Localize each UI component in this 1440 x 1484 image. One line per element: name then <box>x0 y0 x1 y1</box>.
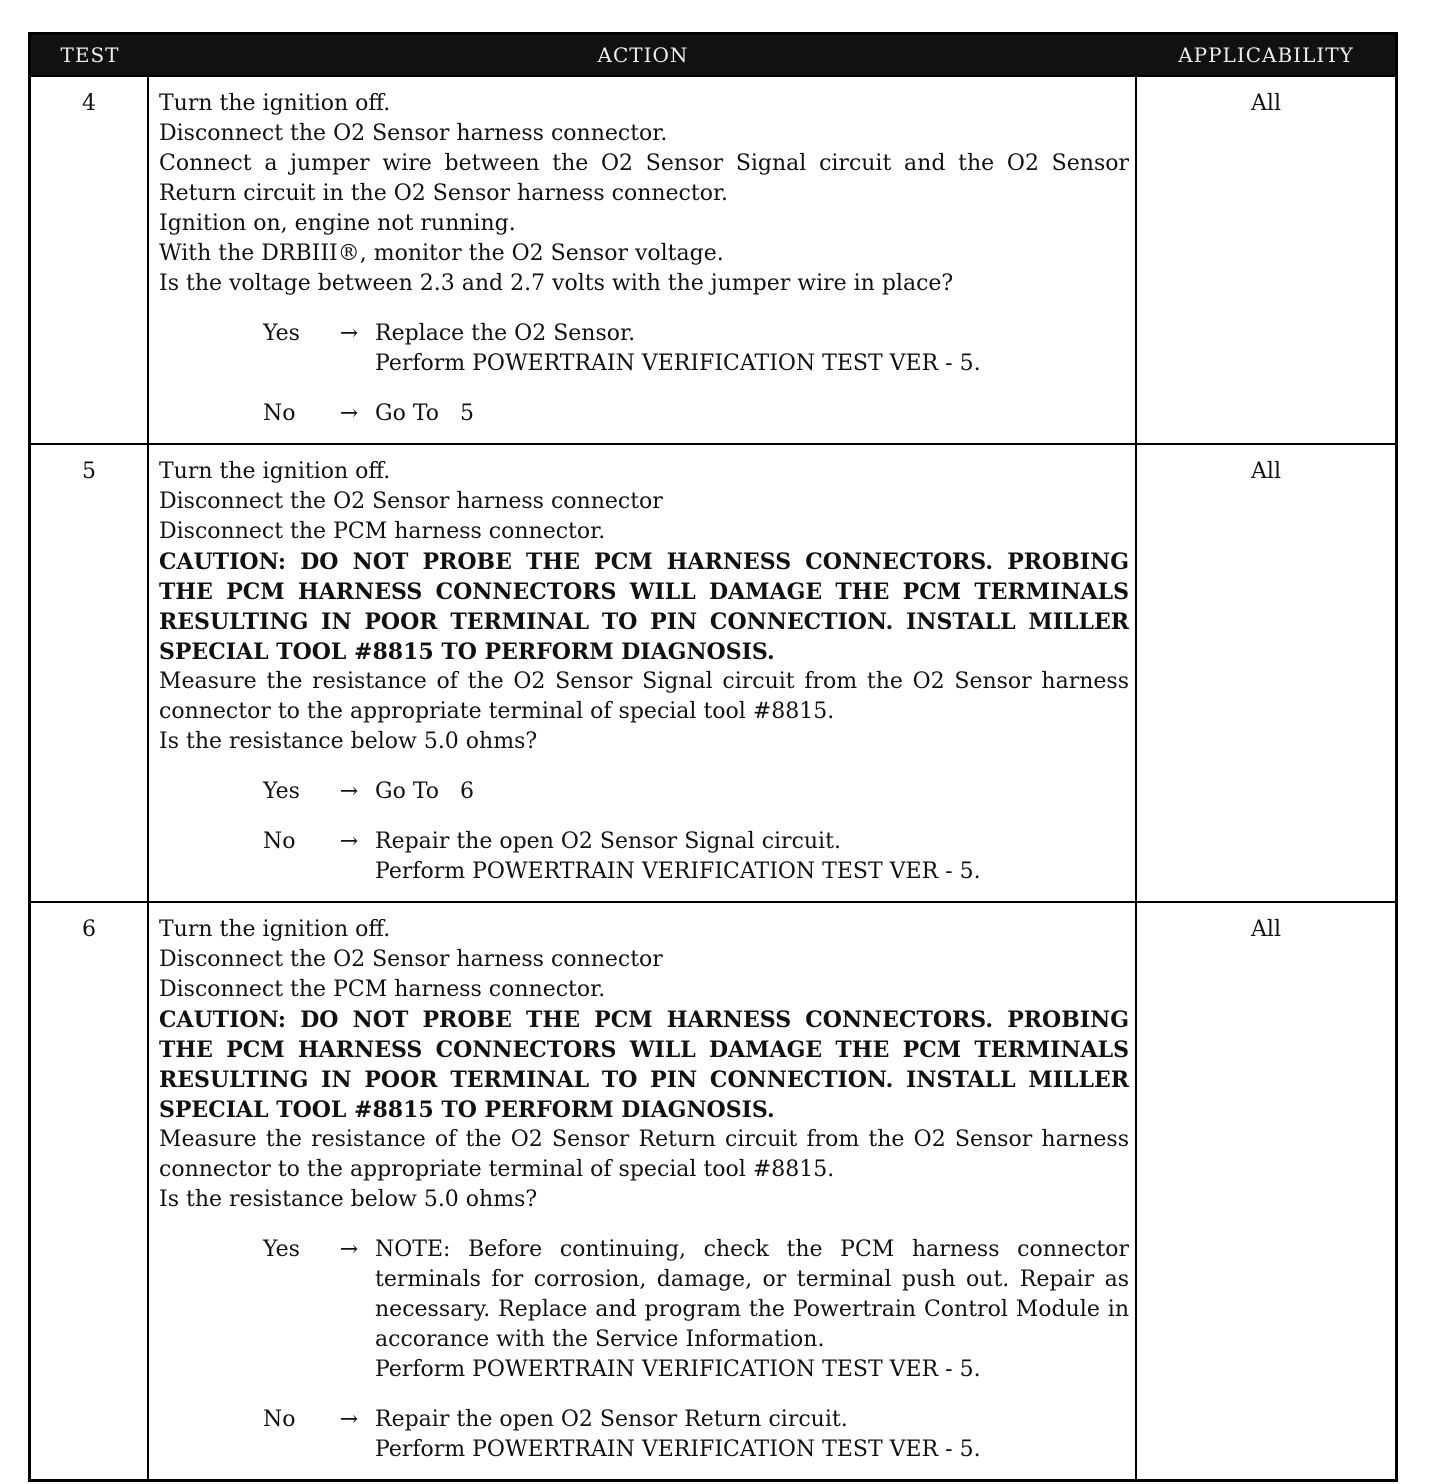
no-text: Perform POWERTRAIN VERIFICATION TEST VER - 5. <box>375 859 981 884</box>
arrow-icon: → <box>339 1407 359 1432</box>
arrow-icon: → <box>339 321 359 346</box>
action-question: Is the resistance below 5.0 ohms? <box>159 1187 538 1212</box>
arrow-icon: → <box>339 779 359 804</box>
no-label: No <box>263 401 296 426</box>
action-step: Disconnect the O2 Sensor harness connector <box>159 947 663 972</box>
action-question: Is the voltage between 2.3 and 2.7 volts with the jumper wire in place? <box>159 271 954 296</box>
yes-label: Yes <box>263 779 300 804</box>
action-step: Ignition on, engine not running. <box>159 211 516 236</box>
test-number: 6 <box>31 903 149 1479</box>
no-branch <box>159 1405 1129 1465</box>
action-step: Disconnect the PCM harness connector. <box>159 977 606 1002</box>
yes-text: Perform POWERTRAIN VERIFICATION TEST VER - 5. <box>375 351 981 376</box>
action-step: Disconnect the O2 Sensor harness connector <box>159 489 663 514</box>
applicability-cell: All <box>1251 91 1281 116</box>
no-label: No <box>263 1407 296 1432</box>
yes-text: Go To 6 <box>375 779 474 804</box>
no-text: Repair the open O2 Sensor Signal circuit. <box>375 829 841 854</box>
table-row <box>31 75 1395 443</box>
action-step: Turn the ignition off. <box>159 91 391 116</box>
arrow-icon: → <box>339 829 359 854</box>
yes-text: Perform POWERTRAIN VERIFICATION TEST VER - 5. <box>375 1357 981 1382</box>
header-action: ACTION <box>597 43 689 67</box>
header-applicability: APPLICABILITY <box>1178 43 1354 67</box>
caution-text: CAUTION: DO NOT PROBE THE PCM HARNESS CONNECTORS. PROBING THE PCM HARNESS CONNECTORS WILL DAMAGE THE PCM TERMINALS RESULTING IN POOR TERMINAL TO PIN CONNECTION. INSTALL MILLER SPECIAL TOOL #8815 TO PERFORM DIAGNOSIS. <box>159 549 1129 665</box>
action-step: Measure the resistance of the O2 Sensor Return circuit from the O2 Sensor harness connector to the appropriate terminal of special tool #8815. <box>159 1127 1129 1182</box>
table-row <box>31 901 1395 1479</box>
yes-label: Yes <box>263 321 300 346</box>
action-step: Turn the ignition off. <box>159 459 391 484</box>
no-text: Go To 5 <box>375 401 474 426</box>
caution-text: CAUTION: DO NOT PROBE THE PCM HARNESS CONNECTORS. PROBING THE PCM HARNESS CONNECTORS WILL DAMAGE THE PCM TERMINALS RESULTING IN POOR TERMINAL TO PIN CONNECTION. INSTALL MILLER SPECIAL TOOL #8815 TO PERFORM DIAGNOSIS. <box>159 1007 1129 1123</box>
test-number: 4 <box>31 77 149 443</box>
header-test: TEST <box>60 43 120 67</box>
yes-branch <box>159 777 1129 807</box>
action-step: Connect a jumper wire between the O2 Sensor Signal circuit and the O2 Sensor Return circuit in the O2 Sensor harness connector. <box>159 151 1129 206</box>
diagnostic-table <box>28 32 1398 1482</box>
action-cell <box>149 903 1137 1479</box>
no-branch <box>159 399 1129 429</box>
action-cell <box>149 77 1137 443</box>
yes-text: NOTE: Before continuing, check the PCM harness connector terminals for corrosion, damage, or terminal push out. Repair as necessary. Replace and program the Powertrain Control Module in accorance with the Service Information. <box>375 1237 1129 1352</box>
table-row <box>31 443 1395 901</box>
no-branch <box>159 827 1129 887</box>
yes-branch <box>159 319 1129 379</box>
yes-text: Replace the O2 Sensor. <box>375 321 636 346</box>
action-step: With the DRBIII®, monitor the O2 Sensor voltage. <box>159 241 724 266</box>
action-step: Disconnect the PCM harness connector. <box>159 519 606 544</box>
no-label: No <box>263 829 296 854</box>
applicability-cell: All <box>1251 917 1281 942</box>
arrow-icon: → <box>339 401 359 426</box>
test-number: 5 <box>31 445 149 901</box>
arrow-icon: → <box>339 1237 359 1262</box>
action-question: Is the resistance below 5.0 ohms? <box>159 729 538 754</box>
no-text: Perform POWERTRAIN VERIFICATION TEST VER - 5. <box>375 1437 981 1462</box>
yes-branch <box>159 1235 1129 1385</box>
no-text: Repair the open O2 Sensor Return circuit. <box>375 1407 848 1432</box>
action-step: Disconnect the O2 Sensor harness connector. <box>159 121 668 146</box>
action-cell <box>149 445 1137 901</box>
action-step: Turn the ignition off. <box>159 917 391 942</box>
action-step: Measure the resistance of the O2 Sensor Signal circuit from the O2 Sensor harness connector to the appropriate terminal of special tool #8815. <box>159 669 1129 724</box>
yes-label: Yes <box>263 1237 300 1262</box>
applicability-cell: All <box>1251 459 1281 484</box>
table-header <box>31 35 1395 75</box>
